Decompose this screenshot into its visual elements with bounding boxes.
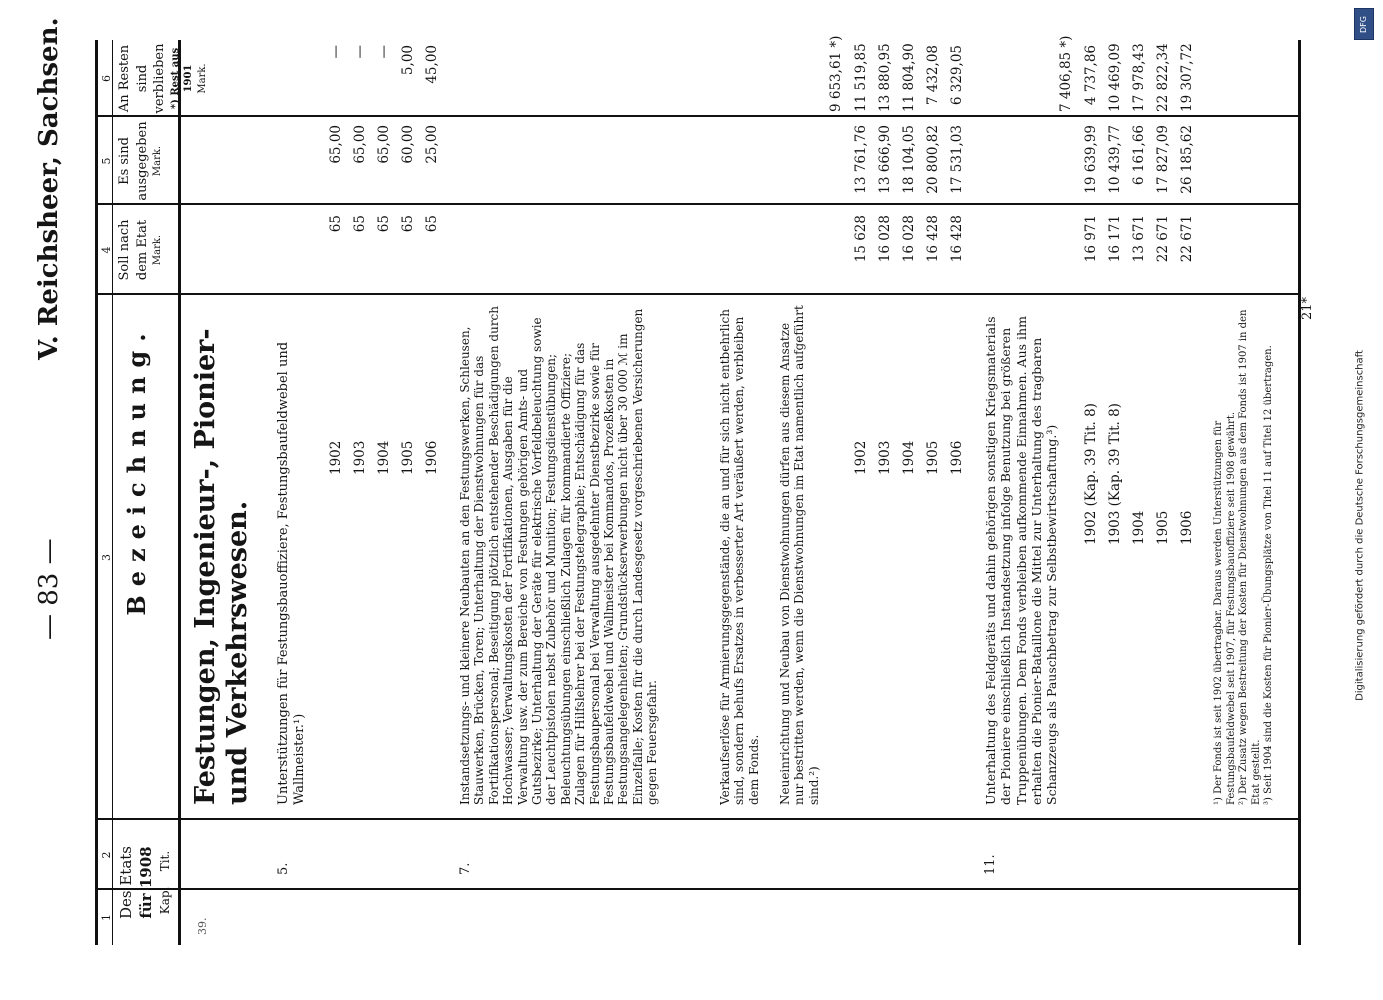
soll-header: Soll nach dem Etat Mark. bbox=[117, 219, 164, 281]
soll-value: 65 bbox=[400, 215, 416, 233]
row-year: 1903 (Kap. 39 Tit. 8) bbox=[1107, 403, 1123, 545]
row-year: 1906 bbox=[949, 440, 965, 475]
rest-value: 19 307,72 bbox=[1179, 43, 1195, 112]
soll-value: 22 671 bbox=[1179, 215, 1195, 263]
row-year: 1904 bbox=[376, 440, 392, 475]
soll-value: 16 171 bbox=[1107, 215, 1123, 263]
footnote: ¹) Der Fonds ist seit 1902 übertragbar. Daraus werden Unterstützungen für Festungsbaufeldwebel seit 1907, für Festungsbauoffiziere seit 1908 gewährt. bbox=[1213, 411, 1237, 805]
row-year: 1905 bbox=[400, 440, 416, 475]
page-number: — 83 — bbox=[34, 538, 64, 640]
rest-value: 45,00 bbox=[424, 45, 440, 84]
item-text: Unterstützungen für Festungsbauoffiziere, Festungsbaufeldwebel und Wallmeister.¹) bbox=[276, 341, 307, 805]
rest-value: 5,00 bbox=[400, 45, 416, 76]
column-number: 2 bbox=[100, 851, 113, 859]
column-rule bbox=[98, 203, 1298, 205]
rest-value: 17 978,43 bbox=[1131, 43, 1147, 112]
row-year: 1904 bbox=[1131, 510, 1147, 545]
budget-table bbox=[95, 35, 1301, 945]
ausgegeben-value: 65,00 bbox=[376, 125, 392, 164]
soll-value: 65 bbox=[424, 215, 440, 233]
rest-value: 11 519,85 bbox=[853, 43, 869, 112]
row-year: 1902 bbox=[853, 440, 869, 475]
rest-value: — bbox=[376, 45, 392, 59]
resten-header: An Resten sind verblieben *) Rest aus 1901 Mark. bbox=[117, 43, 208, 114]
etat-header: Des Etats für 1908 Kap. Tit. bbox=[117, 846, 172, 920]
soll-value: 13 671 bbox=[1131, 215, 1147, 263]
soll-value: 22 671 bbox=[1155, 215, 1171, 263]
rest-value: — bbox=[352, 45, 368, 59]
ausgegeben-value: 60,00 bbox=[400, 125, 416, 164]
digitization-note: Digitalisierung gefördert durch die Deutsche Forschungsgemeinschaft bbox=[1354, 350, 1366, 701]
soll-value: 16 028 bbox=[877, 215, 893, 263]
margin-note: 39. bbox=[196, 917, 209, 935]
bezeichnung-header: Bezeichnung. bbox=[122, 324, 151, 616]
sheet-mark: 21* bbox=[1300, 296, 1315, 320]
footnote: ³) Seit 1904 sind die Kosten für Pionier-Übungsplätze von Titel 11 auf Titel 12 übertragen. bbox=[1263, 345, 1274, 805]
ausgegeben-value: 19 639,99 bbox=[1083, 125, 1099, 194]
column-rule bbox=[98, 115, 1298, 117]
column-rule bbox=[98, 293, 1298, 295]
item-text: Unterhaltung des Feldgeräts und dahin gehörigen sonstigen Kriegsmaterials der Pioniere einschließlich Instandsetzung infolge Benutzung bei größeren Truppenübungen. Dem Fonds verbleiben aufkommende Einnahmen. Aus ihm erhalten die Pionier-Bataillone die Mittel zur Unterhaltung des tragbaren Schanzzeugs als Pauschbetrag zur Selbstbewirtschaftung.³) bbox=[983, 316, 1059, 805]
carry-value: 7 406,85 *) bbox=[1058, 35, 1074, 112]
item-tit: 7. bbox=[458, 862, 473, 875]
soll-value: 65 bbox=[352, 215, 368, 233]
section-title: Festungen, Ingenieur-, Pionier- und Verkehrswesen. bbox=[190, 328, 254, 805]
soll-value: 65 bbox=[376, 215, 392, 233]
item-note: Neueinrichtung und Neubau von Dienstwohnungen dürfen aus diesem Ansatze nur bestritten werden, wenn die Dienstwohnungen im Etat namentlich aufgeführt sind.²) bbox=[778, 305, 821, 805]
item-tit: 5. bbox=[276, 862, 291, 875]
column-number: 1 bbox=[100, 914, 113, 921]
ausgegeben-header: Es sind ausgegeben Mark. bbox=[117, 121, 164, 201]
rest-value: — bbox=[328, 45, 344, 59]
rest-value: 13 880,95 bbox=[877, 43, 893, 112]
footnote: ²) Der Zusatz wegen Bestreitung der Kosten für Dienstwohnungen aus dem Fonds ist 1907 in den Etat gestellt. bbox=[1238, 309, 1262, 805]
rest-value: 11 804,90 bbox=[901, 43, 917, 112]
soll-value: 16 428 bbox=[925, 215, 941, 263]
ausgegeben-value: 65,00 bbox=[328, 125, 344, 164]
column-rule bbox=[98, 818, 1298, 820]
row-year: 1902 bbox=[328, 440, 344, 475]
soll-value: 16 428 bbox=[949, 215, 965, 263]
rest-value: 7 432,08 bbox=[925, 45, 941, 106]
ausgegeben-value: 65,00 bbox=[352, 125, 368, 164]
ausgegeben-value: 10 439,77 bbox=[1107, 125, 1123, 194]
column-number: 6 bbox=[100, 75, 113, 82]
ausgegeben-value: 17 531,03 bbox=[949, 125, 965, 194]
item-text: Instandsetzungs- und kleinere Neubauten an den Festungswerken, Schleusen, Stauwerken, Brücken, Toren; Unterhaltung der Dienstwohnungen für das Fortifikationspersonal; Beseitigung plötzlich entstehender Beschädigungen durch Hochwasser; Verwaltungskosten der Fortifikationen, Ausgaben für die Verwaltung usw. der zum Bereiche von Festungen gehörigen Amts- und Gutsbezirke; Unterhaltung der Geräte für elektrische Vorfeldbeleuchtung sowie der Leuchtpistolen nebst Zubehör und Munition; Festungsdienstübungen; Beleuchtungsübungen einschließlich Zulagen für kommandierte Offiziere; Zulagen für Hilfslehrer bei der Festungstelegraphie; Entschädigung für das Festungsbaupersonal bei Verwaltung ausgedehnter Dienstbezirke sowie für Festungsbaufeldwebel und Wallmeister bei Kommandos, Prozeßkosten in Festungsangelegenheiten; Grundstückserwerbungen nicht über 30 000 ℳ im Einzelfalle; Kosten für die durch Landesgesetz vorgeschriebenen Versicherungen gegen Feuersgefahr. bbox=[458, 305, 660, 805]
row-year: 1906 bbox=[1179, 510, 1195, 545]
ausgegeben-value: 13 761,76 bbox=[853, 125, 869, 194]
page-header bbox=[14, 0, 84, 1000]
column-number: 5 bbox=[100, 157, 113, 165]
ausgegeben-value: 13 666,90 bbox=[877, 125, 893, 194]
row-year: 1903 bbox=[352, 440, 368, 475]
digitization-sidebar bbox=[1350, 0, 1383, 1000]
column-rule bbox=[98, 888, 1298, 890]
rest-value: 22 822,34 bbox=[1155, 43, 1171, 112]
row-year: 1905 bbox=[1155, 510, 1171, 545]
soll-value: 16 971 bbox=[1083, 215, 1099, 263]
ausgegeben-value: 6 161,66 bbox=[1131, 125, 1147, 186]
footnotes bbox=[1213, 305, 1276, 805]
item-note: Verkaufserlöse für Armierungsgegenstände, die an und für sich nicht entbehrlich sind, sondern behufs Ersatzes in verbesserter Art veräußert werden, verbleiben dem Fonds. bbox=[718, 309, 761, 805]
row-year: 1902 (Kap. 39 Tit. 8) bbox=[1083, 403, 1099, 545]
dfg-logo: DFG bbox=[1354, 8, 1374, 40]
ausgegeben-value: 18 104,05 bbox=[901, 125, 917, 194]
row-rule bbox=[178, 40, 181, 945]
soll-value: 16 028 bbox=[901, 215, 917, 263]
row-year: 1906 bbox=[424, 440, 440, 475]
chapter-header: V. Reichsheer, Sachsen. bbox=[34, 17, 64, 360]
rest-value: 6 329,05 bbox=[949, 45, 965, 106]
row-year: 1903 bbox=[877, 440, 893, 475]
rest-value: 4 737,86 bbox=[1083, 45, 1099, 106]
rest-value: 10 469,09 bbox=[1107, 43, 1123, 112]
ausgegeben-value: 26 185,62 bbox=[1179, 125, 1195, 194]
ausgegeben-value: 25,00 bbox=[424, 125, 440, 164]
row-year: 1904 bbox=[901, 440, 917, 475]
column-number: 3 bbox=[100, 554, 113, 561]
carry-value: 9 653,61 *) bbox=[828, 35, 844, 112]
soll-value: 65 bbox=[328, 215, 344, 233]
ausgegeben-value: 17 827,09 bbox=[1155, 125, 1171, 194]
column-number: 4 bbox=[100, 246, 113, 254]
soll-value: 15 628 bbox=[853, 215, 869, 263]
item-tit: 11. bbox=[983, 854, 998, 875]
ausgegeben-value: 20 800,82 bbox=[925, 125, 941, 194]
row-year: 1905 bbox=[925, 440, 941, 475]
